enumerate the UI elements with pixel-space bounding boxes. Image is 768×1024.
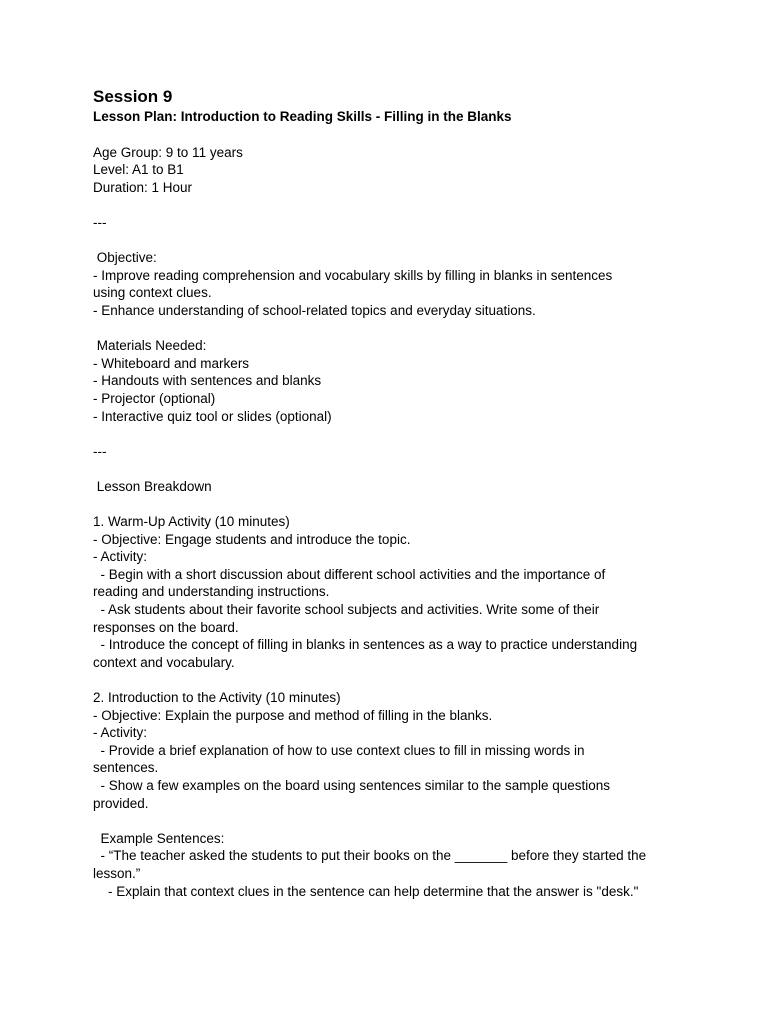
text-line: context and vocabulary. [93,654,235,670]
text-line: lesson.” [93,865,141,881]
text-line: responses on the board. [93,619,239,635]
text-line: - Improve reading comprehension and vocabulary skills by filling in blanks in sentences [93,267,613,283]
text-line: Age Group: 9 to 11 years [93,144,243,160]
text-line: --- [93,443,107,459]
text-line: - Objective: Explain the purpose and method of filling in the blanks. [93,707,493,723]
text-line: Level: A1 to B1 [93,162,184,178]
text-line: - Show a few examples on the board using sentences similar to the sample questions [93,777,611,793]
text-line: - Begin with a short discussion about different school activities and the importance of [93,566,606,582]
text-line [93,126,693,144]
text-line: Lesson Breakdown [93,478,212,494]
text-line: provided. [93,795,149,811]
text-line: - Activity: [93,725,148,741]
text-line: - Ask students about their favorite school subjects and activities. Write some of their [93,602,600,618]
text-line [93,196,693,214]
text-line: using context clues. [93,285,212,301]
text-line: - Activity: [93,549,148,565]
text-line [93,671,693,689]
text-line: - Interactive quiz tool or slides (optional) [93,408,332,424]
session-title: Session 9 [93,87,173,106]
text-line: reading and understanding instructions. [93,584,330,600]
text-line: Objective: [93,250,157,266]
text-line: - Projector (optional) [93,390,216,406]
text-line: 2. Introduction to the Activity (10 minutes) [93,690,341,705]
text-line [93,425,693,443]
text-line: - Introduce the concept of filling in blanks in sentences as a way to practice understanding [93,637,638,653]
text-line: Example Sentences: [93,830,225,846]
document-body [93,126,693,900]
lesson-title: Lesson Plan: Introduction to Reading Skills - Filling in the Blanks [93,109,512,124]
text-line: - Objective: Engage students and introduce the topic. [93,531,411,547]
text-line [93,495,693,513]
text-line: --- [93,214,107,230]
text-line [93,232,693,250]
text-line: - Provide a brief explanation of how to use context clues to fill in missing words in [93,742,585,758]
text-line: - Enhance understanding of school-related topics and everyday situations. [93,302,536,318]
text-line: - “The teacher asked the students to put their books on the _______ before they started the [93,848,647,864]
text-line: sentences. [93,760,159,776]
document-page [93,86,693,900]
text-line [93,460,693,478]
text-line: - Explain that context clues in the sentence can help determine that the answer is "desk." [93,883,639,899]
text-line: Duration: 1 Hour [93,179,193,195]
text-line [93,320,693,338]
text-line: - Whiteboard and markers [93,355,250,371]
text-line: Materials Needed: [93,338,207,354]
text-line: - Handouts with sentences and blanks [93,373,322,389]
text-line: 1. Warm-Up Activity (10 minutes) [93,514,290,530]
text-line [93,812,693,830]
